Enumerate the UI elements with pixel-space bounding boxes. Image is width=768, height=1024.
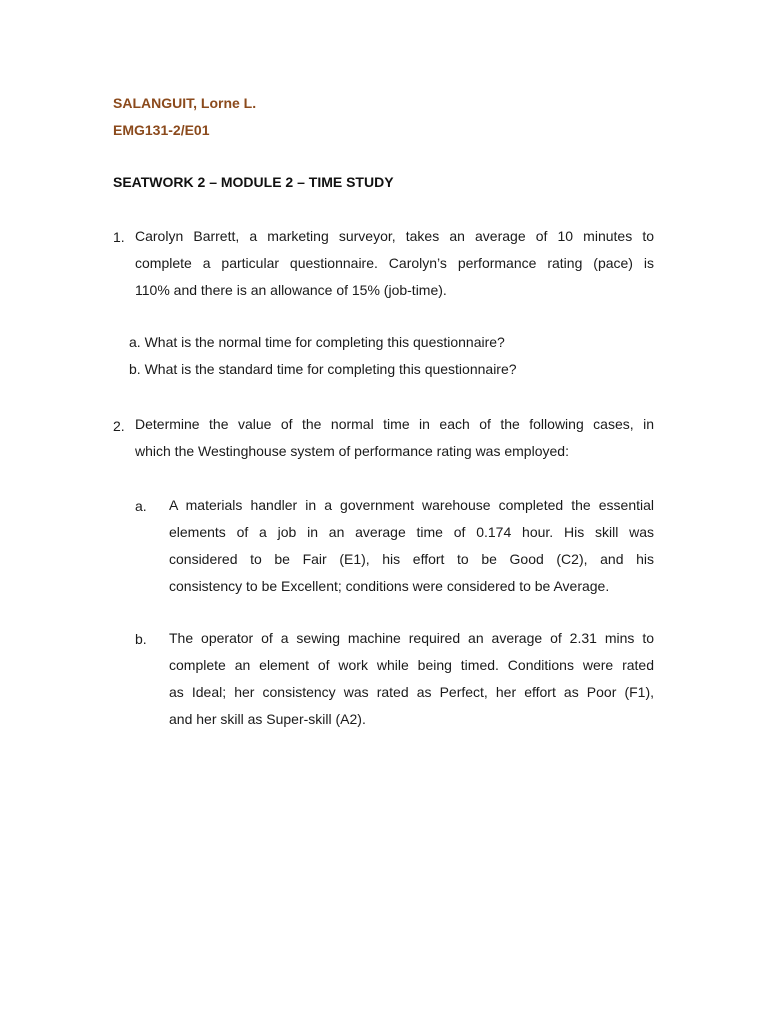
question-1-text <box>135 223 654 304</box>
question-2-line: Determine the value of the normal time in each of the following cases, in <box>135 416 654 432</box>
question-2-text <box>135 411 654 465</box>
question-2-line: which the Westinghouse system of performance rating was employed: <box>135 443 569 459</box>
case-a-line: consistency to be Excellent; conditions were considered to be Average. <box>169 578 610 594</box>
case-b-text <box>169 625 654 733</box>
author-name: SALANGUIT, Lorne L. <box>113 95 257 111</box>
case-b-line: as Ideal; her consistency was rated as Perfect, her effort as Poor (F1), <box>169 684 654 700</box>
question-1-line: complete a particular questionnaire. Carolyn’s performance rating (pace) is <box>135 255 654 271</box>
case-a-text <box>169 492 654 600</box>
case-a-line: A materials handler in a government warehouse completed the essential <box>169 497 654 513</box>
case-b-line: The operator of a sewing machine required an average of 2.31 mins to <box>169 630 654 646</box>
case-b-line: and her skill as Super-skill (A2). <box>169 711 366 727</box>
course-section: EMG131-2/E01 <box>113 122 210 138</box>
case-a-line: elements of a job in an average time of 0.174 hour. His skill was <box>169 524 654 540</box>
question-1-number: 1. <box>113 229 125 245</box>
document-title: SEATWORK 2 – MODULE 2 – TIME STUDY <box>113 174 394 190</box>
case-b-line: complete an element of work while being timed. Conditions were rated <box>169 657 654 673</box>
question-2-number: 2. <box>113 418 125 434</box>
case-a-letter: a. <box>135 498 147 514</box>
case-b-letter: b. <box>135 631 147 647</box>
question-1-line: Carolyn Barrett, a marketing surveyor, takes an average of 10 minutes to <box>135 228 654 244</box>
case-a-line: considered to be Fair (E1), his effort to be Good (C2), and his <box>169 551 654 567</box>
question-1-sub-a: a. What is the normal time for completing this questionnaire? <box>129 334 505 350</box>
question-1-line: 110% and there is an allowance of 15% (job-time). <box>135 282 447 298</box>
question-1-sub-b: b. What is the standard time for completing this questionnaire? <box>129 361 517 377</box>
